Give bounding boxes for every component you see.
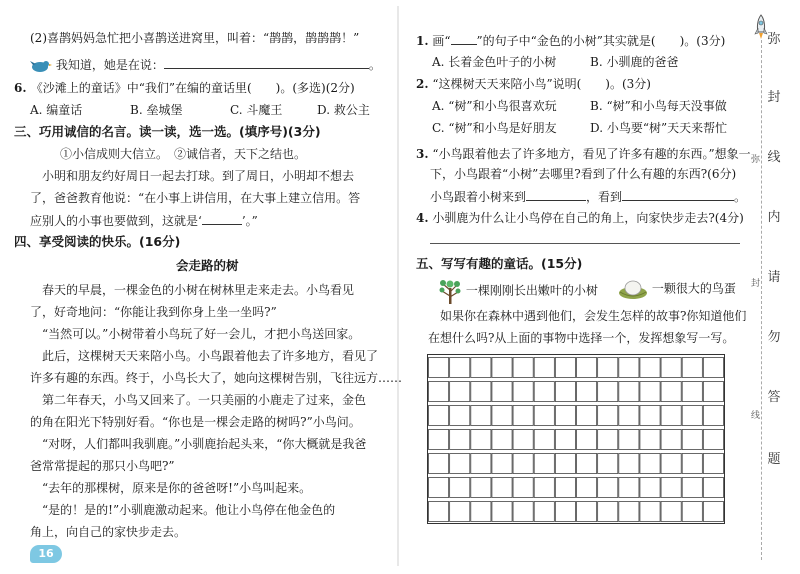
section-5-prompt-line: 如果你在森林中遇到他们，会发生怎样的故事?你知道他们 (440, 309, 747, 323)
grid-cell[interactable] (471, 454, 491, 474)
story-paragraph-line: 了，好奇地问：“你能让我到你身上坐一坐吗?” (30, 305, 277, 319)
q1-option-b[interactable]: B. 小驯鹿的爸爸 (590, 55, 679, 69)
grid-cell[interactable] (555, 382, 575, 402)
binding-char: 题 (767, 452, 781, 467)
section-5-item-1 (438, 278, 598, 304)
grid-cell[interactable] (682, 406, 702, 426)
binding-char: 封 (767, 90, 781, 105)
q1-question (416, 32, 725, 49)
q1-text-b: ”的句子中“金色的小树”其实就是( )。(3分) (476, 34, 726, 48)
grid-cell[interactable] (619, 358, 639, 378)
section-5-item-2-label: 一颗很大的鸟蛋 (651, 281, 736, 296)
grid-cell[interactable] (492, 406, 512, 426)
grid-cell[interactable] (577, 382, 597, 402)
q2-option-b[interactable]: B. “树”和小鸟每天没事做 (590, 99, 727, 113)
q1-number: 1. (416, 34, 429, 48)
q2-option-c[interactable]: C. “树”和小鸟是好朋友 (432, 121, 557, 135)
binding-char: 内 (767, 210, 781, 225)
story-paragraph-line: 的角在阳光下特别好看。“你也是一棵会走路的树吗?”小鸟问。 (30, 415, 361, 429)
q3-fill-end: 。 (734, 190, 747, 204)
binding-small-char: 线 (751, 411, 761, 421)
story-paragraph-line: “去年的那棵树，原来是你的爸爸呀!”小鸟叫起来。 (42, 481, 312, 495)
story-paragraph-line: “是的！是的!”小驯鹿激动起来。他让小鸟停在他金色的 (42, 503, 336, 517)
grid-cell[interactable] (555, 454, 575, 474)
grid-cell[interactable] (450, 454, 470, 474)
grid-cell[interactable] (555, 430, 575, 450)
grid-cell[interactable] (534, 454, 554, 474)
tree-icon (438, 278, 462, 304)
binding-char: 勿 (767, 330, 781, 345)
grid-cell[interactable] (661, 502, 681, 522)
grid-cell[interactable] (492, 454, 512, 474)
q3-number: 3. (416, 147, 429, 161)
story-paragraph-line: 爸常常提起的那只小鸟吧?” (30, 459, 175, 473)
grid-cell[interactable] (682, 478, 702, 498)
grid-cell[interactable] (513, 406, 533, 426)
section-3-line: 了，爸爸教育他说：“在小事上讲信用，在大事上建立信用。答 (30, 191, 361, 205)
grid-cell[interactable] (429, 382, 449, 402)
grid-cell[interactable] (577, 478, 597, 498)
q6-question (14, 80, 355, 96)
grid-cell[interactable] (682, 502, 702, 522)
writing-grid-cells[interactable] (428, 355, 724, 523)
grid-cell[interactable] (619, 502, 639, 522)
grid-cell[interactable] (598, 358, 618, 378)
story-paragraph-line: “对呀，人们都叫我驯鹿。”小驯鹿抬起头来，“你大概就是我爸 (42, 437, 367, 451)
grid-cell[interactable] (492, 430, 512, 450)
binding-margin (745, 0, 800, 574)
nest-egg-icon (618, 278, 648, 300)
q3-fill-prefix: 小鸟跟着小树来到 (430, 190, 527, 204)
grid-cell[interactable] (492, 478, 512, 498)
section-5-prompt-line: 在想什么吗?从上面的事物中选择一个，发挥想象写一写。 (428, 331, 735, 345)
grid-cell[interactable] (429, 502, 449, 522)
grid-cell[interactable] (619, 478, 639, 498)
q6-number: 6. (14, 81, 27, 95)
grid-cell[interactable] (534, 406, 554, 426)
grid-cell[interactable] (640, 454, 660, 474)
section-3-title: 三、巧用诚信的名言。读一读，选一选。(填序号)(3分) (14, 124, 321, 139)
section-4-title: 四、享受阅读的快乐。(16分) (14, 234, 181, 249)
q5-part2-answer-line (30, 56, 381, 73)
binding-char: 弥 (767, 32, 781, 47)
grid-cell[interactable] (513, 382, 533, 402)
grid-cell[interactable] (555, 478, 575, 498)
grid-cell[interactable] (682, 382, 702, 402)
section-5-item-2 (618, 278, 736, 300)
story-paragraph-line: 此后，这棵树天天来陪小鸟。小鸟跟着他去了许多地方，看见了 (42, 349, 379, 363)
binding-char: 请 (767, 270, 781, 285)
grid-cell[interactable] (429, 478, 449, 498)
section-3-line-with-blank (30, 212, 258, 229)
binding-small-char: 封 (751, 279, 761, 289)
grid-cell[interactable] (534, 382, 554, 402)
grid-cell[interactable] (429, 430, 449, 450)
story-paragraph-line: 许多有趣的东西。终于，小鸟长大了，她向这棵树告别，飞往远方…… (30, 371, 403, 385)
section-5-title: 五、写写有趣的童话。(15分) (416, 256, 583, 271)
grid-cell[interactable] (534, 502, 554, 522)
grid-cell[interactable] (703, 382, 723, 402)
q4-question (416, 210, 744, 226)
grid-cell[interactable] (640, 502, 660, 522)
q1-underline-sample (451, 32, 477, 45)
grid-cell[interactable] (534, 430, 554, 450)
story-paragraph-line: 第二年春天，小鸟又回来了。一只美丽的小鹿走了过来，金色 (42, 393, 367, 407)
grid-cell[interactable] (661, 430, 681, 450)
grid-cell[interactable] (555, 358, 575, 378)
grid-cell[interactable] (703, 406, 723, 426)
q2-text: “这棵树天天来陪小鸟”说明( )。(3分) (432, 77, 651, 91)
q1-option-a[interactable]: A. 长着金色叶子的小树 (432, 55, 557, 69)
story-paragraph-line: 角上，向自己的家快步走去。 (30, 525, 187, 539)
grid-cell[interactable] (661, 478, 681, 498)
binding-dashed-line (761, 40, 762, 560)
q6-text: 《沙滩上的童话》中“我们”在编的童话里( )。(多选)(2分) (30, 81, 355, 95)
q2-option-d[interactable]: D. 小鸟要“树”天天来帮忙 (590, 121, 728, 135)
binding-char: 答 (767, 390, 781, 405)
q4-answer-line[interactable] (430, 243, 740, 244)
grid-cell[interactable] (450, 502, 470, 522)
binding-small-char: 弥 (751, 155, 761, 165)
grid-cell[interactable] (661, 358, 681, 378)
q6-option-d[interactable]: D. 救公主 (317, 103, 370, 117)
bird-icon (30, 59, 52, 73)
grid-cell[interactable] (598, 502, 618, 522)
grid-cell[interactable] (534, 358, 554, 378)
grid-cell[interactable] (471, 430, 491, 450)
q2-question (416, 76, 651, 92)
grid-cell[interactable] (682, 430, 702, 450)
q3-fill-line (430, 188, 746, 205)
q2-number: 2. (416, 77, 429, 91)
q3-line: 下，小鸟跟着“小树”去哪里?看到了什么有趣的东西?(6分) (430, 167, 737, 181)
grid-cell[interactable] (661, 454, 681, 474)
grid-cell[interactable] (703, 454, 723, 474)
page-number: 16 (30, 545, 62, 563)
grid-cell[interactable] (598, 454, 618, 474)
grid-cell[interactable] (598, 382, 618, 402)
section-3-line: 应别人的小事也要做到，这就是‘ (30, 214, 202, 228)
story-title: 会走路的树 (176, 258, 239, 273)
grid-cell[interactable] (640, 430, 660, 450)
q5-answer-prefix: 我知道，她是在说： (55, 58, 164, 72)
q3-question (416, 146, 751, 162)
q6-option-a[interactable]: A. 编童话 (30, 103, 83, 117)
section-3-sayings: ①小信成则大信立。 ②诚信者，天下之结也。 (60, 147, 307, 161)
grid-cell[interactable] (429, 358, 449, 378)
grid-cell[interactable] (577, 502, 597, 522)
writing-grid[interactable] (427, 354, 725, 524)
grid-cell[interactable] (471, 382, 491, 402)
grid-cell[interactable] (450, 358, 470, 378)
grid-cell[interactable] (555, 502, 575, 522)
grid-cell[interactable] (471, 478, 491, 498)
grid-cell[interactable] (640, 478, 660, 498)
grid-cell[interactable] (429, 406, 449, 426)
grid-cell[interactable] (640, 406, 660, 426)
grid-cell[interactable] (513, 454, 533, 474)
grid-cell[interactable] (471, 406, 491, 426)
grid-cell[interactable] (682, 454, 702, 474)
story-paragraph-line: 春天的早晨，一棵金色的小树在树林里走来走去。小鸟看见 (42, 283, 355, 297)
grid-cell[interactable] (513, 358, 533, 378)
q4-text: 小驯鹿为什么让小鸟停在自己的角上，向家快步走去?(4分) (432, 211, 744, 225)
q6-option-c[interactable]: C. 斗魔王 (230, 103, 283, 117)
grid-cell[interactable] (513, 502, 533, 522)
q3-place-blank[interactable] (526, 188, 586, 201)
grid-cell[interactable] (703, 358, 723, 378)
grid-cell[interactable] (471, 502, 491, 522)
grid-cell[interactable] (619, 406, 639, 426)
grid-cell[interactable] (682, 358, 702, 378)
grid-cell[interactable] (450, 478, 470, 498)
grid-cell[interactable] (471, 358, 491, 378)
grid-cell[interactable] (450, 430, 470, 450)
q1-text-a: 画“ (432, 34, 451, 48)
grid-cell[interactable] (703, 502, 723, 522)
grid-cell[interactable] (661, 382, 681, 402)
grid-cell[interactable] (598, 478, 618, 498)
grid-cell[interactable] (534, 478, 554, 498)
grid-cell[interactable] (577, 358, 597, 378)
q5-part2-text: (2)喜鹊妈妈急忙把小喜鹊送进窝里，叫着：“鹊鹊，鹊鹊鹊！” (30, 31, 360, 45)
grid-cell[interactable] (492, 382, 512, 402)
q6-option-b[interactable]: B. 垒城堡 (130, 103, 183, 117)
grid-cell[interactable] (429, 454, 449, 474)
section-3-answer-blank[interactable] (202, 212, 242, 225)
grid-cell[interactable] (555, 406, 575, 426)
q5-answer-blank[interactable] (164, 56, 369, 69)
grid-cell[interactable] (640, 358, 660, 378)
grid-cell[interactable] (703, 430, 723, 450)
grid-cell[interactable] (577, 430, 597, 450)
q2-option-a[interactable]: A. “树”和小鸟很喜欢玩 (432, 99, 557, 113)
grid-cell[interactable] (661, 406, 681, 426)
grid-cell[interactable] (577, 406, 597, 426)
grid-cell[interactable] (450, 382, 470, 402)
q3-fill-middle: ，看到 (586, 190, 623, 204)
grid-cell[interactable] (640, 382, 660, 402)
q5-answer-suffix: 。 (368, 58, 381, 72)
section-3-line: 小明和朋友约好周日一起去打球。到了周日，小明却不想去 (42, 169, 355, 183)
grid-cell[interactable] (703, 478, 723, 498)
grid-cell[interactable] (619, 454, 639, 474)
section-3-line-end: ’。” (241, 214, 258, 228)
grid-cell[interactable] (492, 358, 512, 378)
grid-cell[interactable] (619, 382, 639, 402)
grid-cell[interactable] (598, 430, 618, 450)
grid-cell[interactable] (513, 430, 533, 450)
grid-cell[interactable] (513, 478, 533, 498)
q3-thing-blank[interactable] (622, 188, 734, 201)
grid-cell[interactable] (577, 454, 597, 474)
q3-line: “小鸟跟着他去了许多地方，看见了许多有趣的东西。”想象一 (432, 147, 751, 161)
grid-cell[interactable] (450, 406, 470, 426)
story-paragraph-line: “当然可以。”小树带着小鸟玩了好一会儿，才把小鸟送回家。 (42, 327, 361, 341)
section-5-item-1-label: 一棵刚刚长出嫩叶的小树 (465, 283, 598, 298)
grid-cell[interactable] (492, 502, 512, 522)
grid-cell[interactable] (619, 430, 639, 450)
binding-char: 线 (767, 150, 781, 165)
q4-number: 4. (416, 211, 429, 225)
grid-cell[interactable] (598, 406, 618, 426)
